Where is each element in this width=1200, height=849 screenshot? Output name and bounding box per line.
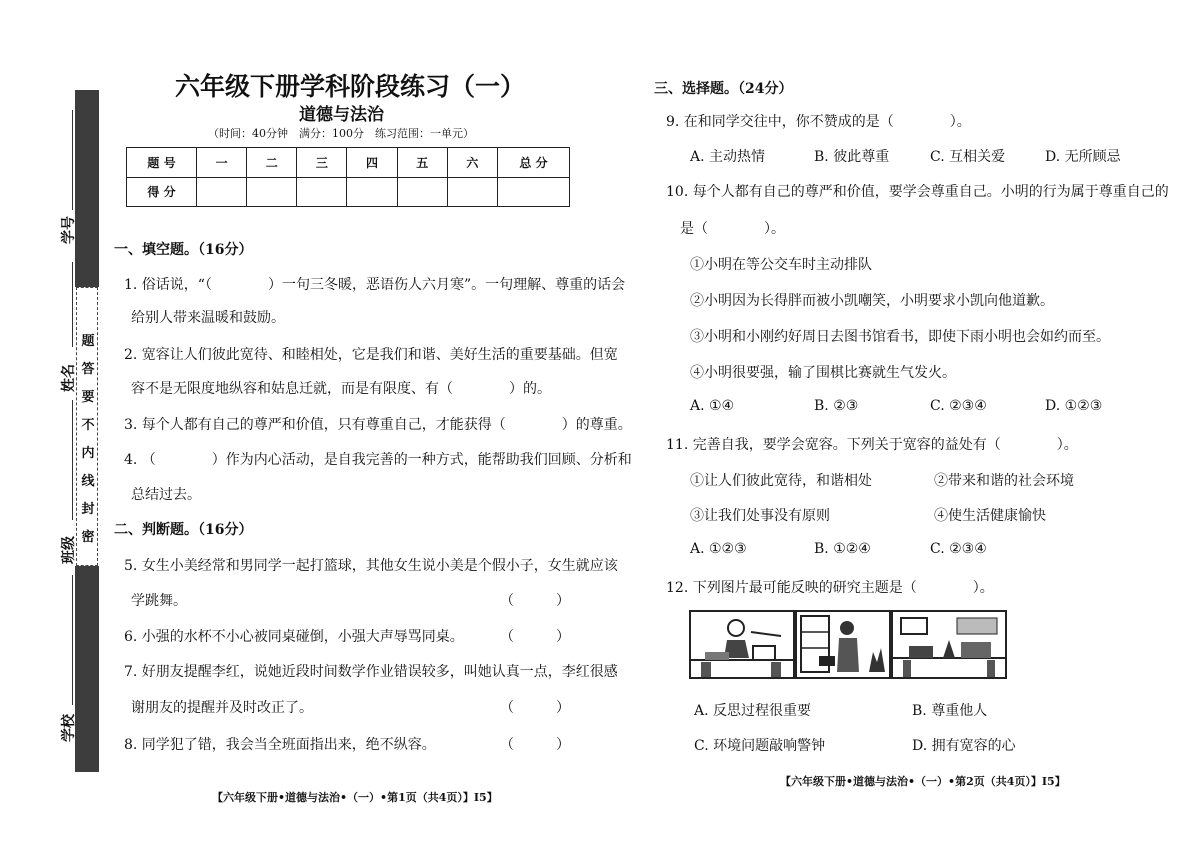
option[interactable]: D. 无所顾忌 [1045, 149, 1121, 165]
seal-line-box [76, 287, 98, 566]
option[interactable]: A. ①④ [690, 398, 735, 414]
answer-paren[interactable]: （ ） [500, 737, 570, 753]
option[interactable]: A. 反思过程很重要 [694, 703, 812, 719]
score-input-cell[interactable] [397, 177, 447, 207]
field-line [72, 400, 73, 520]
question-text: 2. 宽容让人们彼此宽待、和睦相处，它是我们和谐、美好生活的重要基础。但宽 [124, 347, 618, 363]
question-text: 容不是无限度地纵容和姑息迁就，而是有限度、有（ ）的。 [131, 381, 551, 397]
score-input-cell[interactable] [247, 177, 297, 207]
seal-char: 封 [81, 502, 95, 517]
option[interactable]: B. 尊重他人 [912, 703, 988, 719]
score-input-cell[interactable] [297, 177, 347, 207]
score-table-cell: 总 分 [498, 148, 570, 178]
question-text: 8. 同学犯了错，我会当全班面指出来，绝不纵容。 [124, 737, 436, 753]
name-label: 姓名 [61, 364, 77, 392]
score-input-cell[interactable] [347, 177, 397, 207]
page-footer: 【六年级下册•道德与法治•（一）•第2页（共4页）】I5】 [780, 775, 1066, 788]
seal-char: 要 [81, 390, 95, 405]
seal-char: 不 [81, 418, 95, 433]
statement-item: ①小明在等公交车时主动排队 [690, 257, 872, 273]
option[interactable]: A. ①②③ [690, 541, 747, 557]
question-text: 9. 在和同学交往中，你不赞成的是（ ）。 [666, 114, 971, 130]
statement-item: ①让人们彼此宽待，和谐相处 [690, 473, 872, 489]
seal-char: 内 [81, 446, 95, 461]
question-text: 12. 下列图片最可能反映的研究主题是（ ）。 [666, 580, 994, 596]
score-table-cell: 四 [347, 148, 397, 178]
option[interactable]: C. ②③④ [930, 398, 987, 414]
question-text: 7. 好朋友提醒李红，说她近段时间数学作业错误较多，叫她认真一点，李红很感 [124, 664, 618, 680]
exam-meta: （时间：40分钟 满分：100分 练习范围：一单元） [208, 127, 474, 140]
field-line [72, 262, 73, 347]
seal-char: 答 [81, 362, 95, 377]
score-input-cell[interactable] [498, 177, 570, 207]
student-number-label: 学号 [61, 216, 77, 244]
page-title: 六年级下册学科阶段练习（一） [175, 72, 526, 101]
illustration-reading [795, 610, 891, 679]
statement-item: ②小明因为长得胖而被小凯嘲笑，小明要求小凯向他道歉。 [690, 293, 1054, 309]
question-text: 给别人带来温暖和鼓励。 [131, 310, 285, 326]
score-input-cell[interactable] [447, 177, 497, 207]
page-subtitle: 道德与法治 [299, 105, 384, 125]
school-label: 学校 [61, 714, 77, 742]
score-table-cell: 得 分 [127, 177, 197, 207]
illustration-reflecting [689, 610, 795, 679]
score-table-header-row [127, 148, 570, 178]
option[interactable]: B. ①②④ [814, 541, 871, 557]
score-table-cell: 三 [297, 148, 347, 178]
class-label: 班级 [61, 536, 77, 564]
seal-char: 题 [81, 334, 95, 349]
question-text: 学跳舞。 [131, 593, 187, 609]
section-heading: 二、判断题。（16分） [114, 522, 253, 538]
statement-item: ③小明和小刚约好周日去图书馆看书，即使下雨小明也会如约而至。 [690, 329, 1110, 345]
question-text: 谢朋友的提醒并及时改正了。 [131, 700, 313, 716]
score-table-score-row [127, 177, 570, 207]
question-text: 1. 俗话说，“（ ）一句三冬暖，恶语伤人六月寒”。一句理解、尊重的话会 [124, 277, 626, 293]
seal-char: 密 [81, 530, 95, 545]
answer-paren[interactable]: （ ） [500, 593, 570, 609]
score-table-cell: 六 [447, 148, 497, 178]
statement-item: ③让我们处事没有原则 [690, 508, 830, 524]
seal-char: 线 [81, 474, 95, 489]
question-text: 11. 完善自我，要学会宽容。下列关于宽容的益处有（ ）。 [666, 437, 1078, 453]
illustration-desk-items [891, 610, 1007, 679]
binding-bar-bottom [75, 566, 99, 772]
question-text: 4. （ ）作为内心活动，是自我完善的一种方式，能帮助我们回顾、分析和 [124, 452, 632, 468]
question-text: 是（ ）。 [680, 221, 785, 237]
section-heading: 一、填空题。（16分） [114, 242, 253, 258]
field-line [72, 110, 73, 210]
option[interactable]: D. 拥有宽容的心 [912, 738, 1016, 754]
option[interactable]: C. 互相关爱 [930, 149, 1006, 165]
answer-paren[interactable]: （ ） [500, 629, 570, 645]
option[interactable]: D. ①②③ [1045, 398, 1103, 414]
option[interactable]: B. 彼此尊重 [814, 149, 890, 165]
question-text: 5. 女生小美经常和男同学一起打篮球，其他女生说小美是个假小子，女生就应该 [124, 558, 618, 574]
question-text: 10. 每个人都有自己的尊严和价值，要学会尊重自己。小明的行为属于尊重自己的 [666, 184, 1169, 200]
option[interactable]: C. ②③④ [930, 541, 987, 557]
binding-bar-top [75, 90, 99, 287]
option[interactable]: C. 环境问题敲响警钟 [694, 738, 826, 754]
score-input-cell[interactable] [197, 177, 247, 207]
answer-paren[interactable]: （ ） [500, 700, 570, 716]
page-footer: 【六年级下册•道德与法治•（一）•第1页（共4页）】I5】 [212, 791, 498, 804]
score-table-cell: 二 [247, 148, 297, 178]
score-table-cell: 五 [397, 148, 447, 178]
section-heading: 三、选择题。（24分） [654, 81, 793, 97]
statement-item: ④小明很要强，输了围棋比赛就生气发火。 [690, 365, 956, 381]
question-text: 总结过去。 [131, 487, 201, 503]
score-table-cell: 题 号 [127, 148, 197, 178]
statement-item: ②带来和谐的社会环境 [934, 473, 1074, 489]
question-text: 6. 小强的水杯不小心被同桌碰倒，小强大声辱骂同桌。 [124, 629, 464, 645]
statement-item: ④使生活健康愉快 [934, 508, 1046, 524]
option[interactable]: A. 主动热情 [690, 149, 766, 165]
score-table-cell: 一 [197, 148, 247, 178]
field-line [72, 575, 73, 705]
score-table [126, 147, 570, 207]
question-text: 3. 每个人都有自己的尊严和价值，只有尊重自己，才能获得（ ）的尊重。 [124, 417, 632, 433]
option[interactable]: B. ②③ [814, 398, 859, 414]
